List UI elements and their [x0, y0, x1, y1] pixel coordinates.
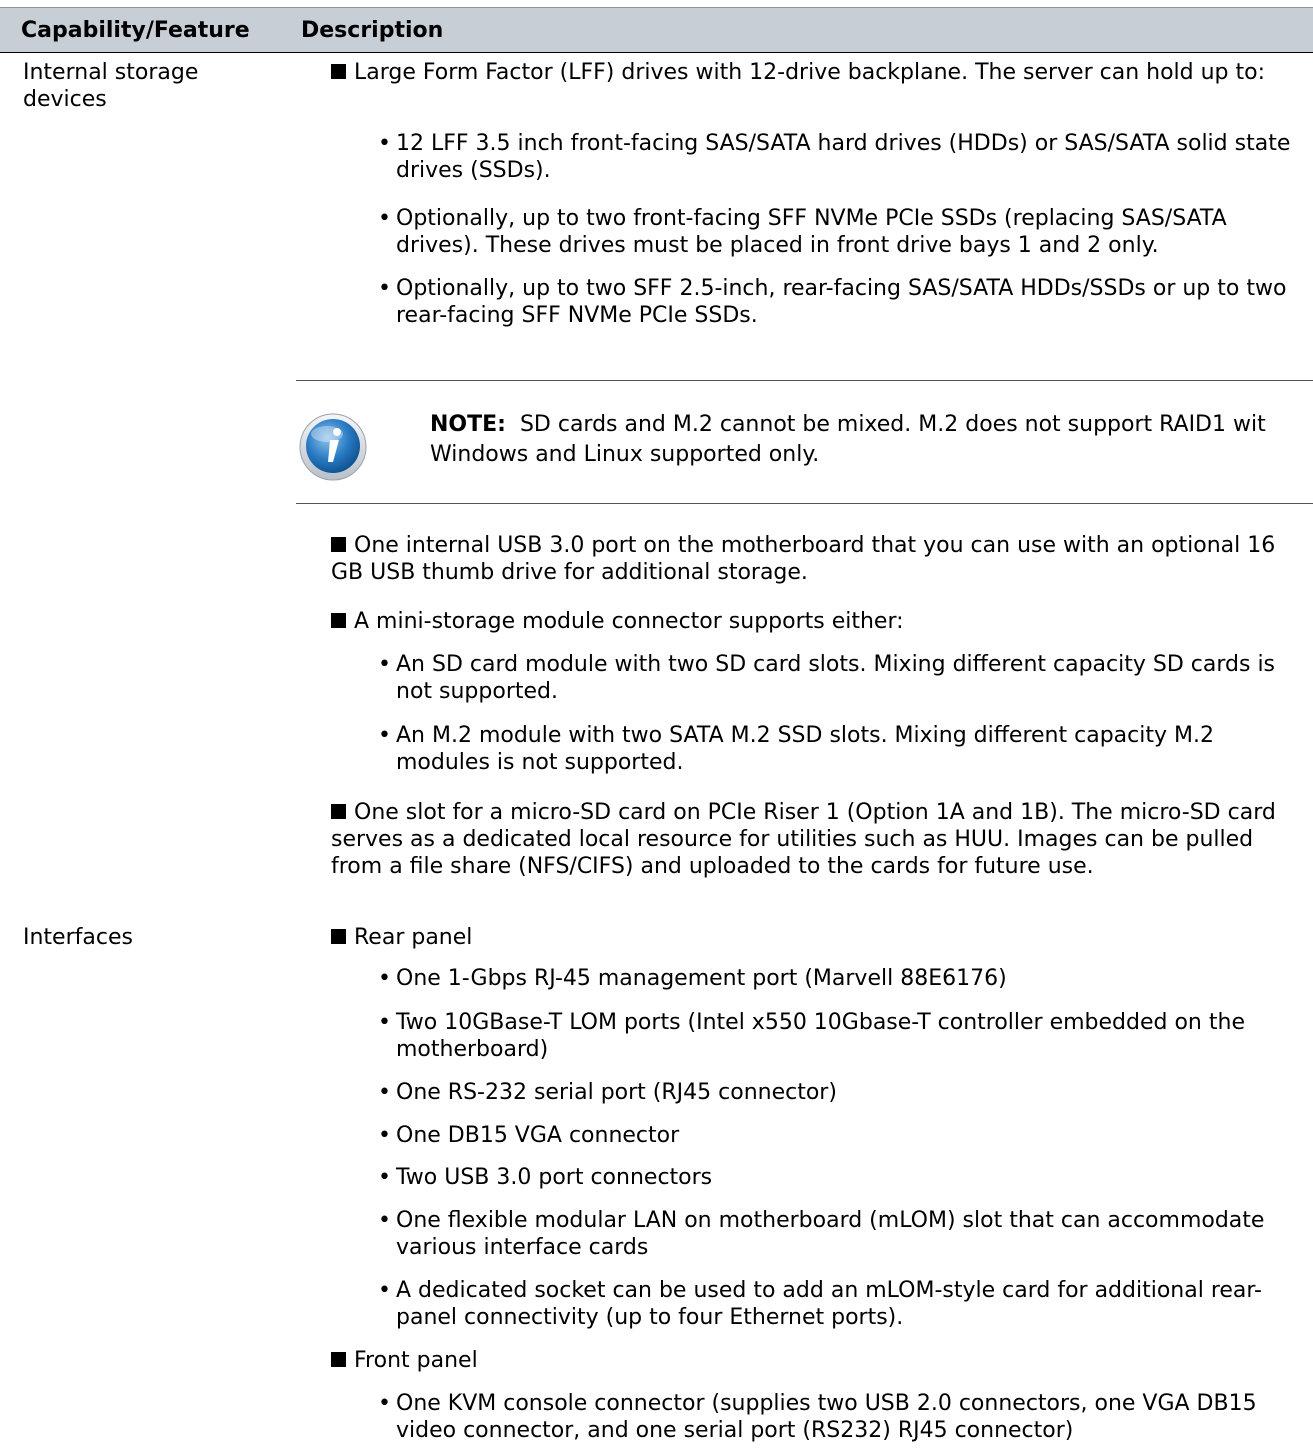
- sub-item-text: An SD card module with two SD card slots. Mixing different capacity SD cards is not supported.: [396, 652, 1276, 704]
- bullet-text: One slot for a micro-SD card on PCIe Riser 1 (Option 1A and 1B). The micro-SD card serves as a dedicated local resource for utilities such as HUU. Images can be pulled from a file share (NFS/CIFS) and uploaded to the cards for future use.: [331, 800, 1276, 879]
- row-label-internal-storage: Internal storage devices: [23, 60, 199, 112]
- sub-list-item: [378, 275, 1311, 329]
- sub-item-text: One 1-Gbps RJ-45 management port (Marvell 88E6176): [396, 966, 1007, 991]
- sub-list-item: [378, 205, 1311, 259]
- note-line-2: Windows and Linux supported only.: [430, 442, 820, 467]
- bullet-text: Front panel: [354, 1348, 478, 1373]
- sub-list-item: [378, 651, 1311, 705]
- sub-list-item: [378, 1164, 1311, 1191]
- dot-bullet-icon: •: [378, 723, 391, 748]
- sub-item-text: Optionally, up to two front-facing SFF NVMe PCIe SSDs (replacing SAS/SATA drives). These drives must be placed in front drive bays 1 and 2 only.: [396, 206, 1227, 258]
- bullet-text: Large Form Factor (LFF) drives with 12-drive backplane. The server can hold up to:: [354, 60, 1266, 85]
- sub-list-item: [378, 1122, 1311, 1149]
- sub-item-text: A dedicated socket can be used to add an mLOM-style card for additional rear-panel connectivity (up to four Ethernet ports).: [396, 1278, 1262, 1330]
- row-label-interfaces: Interfaces: [23, 925, 133, 950]
- column-header-description: Description: [301, 18, 444, 43]
- dot-bullet-icon: •: [378, 966, 391, 991]
- sub-item-text: One KVM console connector (supplies two USB 2.0 connectors, one VGA DB15 video connector, and one serial port (RS232) RJ45 connector): [396, 1391, 1257, 1443]
- header-divider: [0, 52, 1313, 53]
- sub-list-item: [378, 965, 1311, 992]
- dot-bullet-icon: •: [378, 1391, 391, 1416]
- sub-item-text: Two USB 3.0 port connectors: [396, 1165, 713, 1190]
- dot-bullet-icon: •: [378, 131, 391, 156]
- sub-item-text: 12 LFF 3.5 inch front-facing SAS/SATA hard drives (HDDs) or SAS/SATA solid state drives (SSDs).: [396, 131, 1291, 183]
- info-icon: [297, 410, 369, 482]
- sub-list-item: [378, 1390, 1311, 1444]
- bullet-text: A mini-storage module connector supports either:: [354, 609, 904, 634]
- sub-list-item: [378, 1009, 1311, 1063]
- square-bullet-icon: [331, 613, 346, 628]
- sub-list-item: [378, 1277, 1311, 1331]
- dot-bullet-icon: •: [378, 276, 391, 301]
- dot-bullet-icon: •: [378, 652, 391, 677]
- note-bottom-divider: [296, 503, 1313, 504]
- list-item: [331, 532, 1291, 586]
- square-bullet-icon: [331, 64, 346, 79]
- sub-item-text: One DB15 VGA connector: [396, 1123, 680, 1148]
- sub-item-text: Optionally, up to two SFF 2.5-inch, rear-facing SAS/SATA HDDs/SSDs or up to two rear-facing SFF NVMe PCIe SSDs.: [396, 276, 1287, 328]
- dot-bullet-icon: •: [378, 1208, 391, 1233]
- sub-list-item: [378, 722, 1311, 776]
- sub-list-item: [378, 130, 1311, 184]
- list-item: [331, 799, 1291, 880]
- bullet-text: Rear panel: [354, 925, 473, 950]
- square-bullet-icon: [331, 929, 346, 944]
- square-bullet-icon: [331, 537, 346, 552]
- sub-item-text: Two 10GBase-T LOM ports (Intel x550 10Gbase-T controller embedded on the motherboard): [396, 1010, 1245, 1062]
- dot-bullet-icon: •: [378, 1165, 391, 1190]
- column-header-capability: Capability/Feature: [21, 18, 250, 43]
- table-header-row: [0, 7, 1313, 53]
- dot-bullet-icon: •: [378, 1080, 391, 1105]
- dot-bullet-icon: •: [378, 1278, 391, 1303]
- sub-item-text: An M.2 module with two SATA M.2 SSD slots. Mixing different capacity M.2 modules is not supported.: [396, 723, 1214, 775]
- note-text: [430, 410, 1313, 470]
- sub-list-item: [378, 1207, 1311, 1261]
- note-top-divider: [296, 380, 1313, 381]
- list-item: [331, 59, 1291, 86]
- dot-bullet-icon: •: [378, 1010, 391, 1035]
- list-item: [331, 608, 1291, 635]
- dot-bullet-icon: •: [378, 206, 391, 231]
- note-line-1: SD cards and M.2 cannot be mixed. M.2 does not support RAID1 wit: [519, 412, 1266, 437]
- list-item: [331, 924, 1291, 951]
- square-bullet-icon: [331, 804, 346, 819]
- sub-item-text: One RS-232 serial port (RJ45 connector): [396, 1080, 837, 1105]
- sub-list-item: [378, 1079, 1311, 1106]
- list-item: [331, 1347, 1291, 1374]
- sub-item-text: One flexible modular LAN on motherboard (mLOM) slot that can accommodate various interface cards: [396, 1208, 1265, 1260]
- bullet-text: One internal USB 3.0 port on the motherboard that you can use with an optional 16 GB USB thumb drive for additional storage.: [331, 533, 1276, 585]
- dot-bullet-icon: •: [378, 1123, 391, 1148]
- square-bullet-icon: [331, 1352, 346, 1367]
- note-label: NOTE:: [430, 412, 506, 437]
